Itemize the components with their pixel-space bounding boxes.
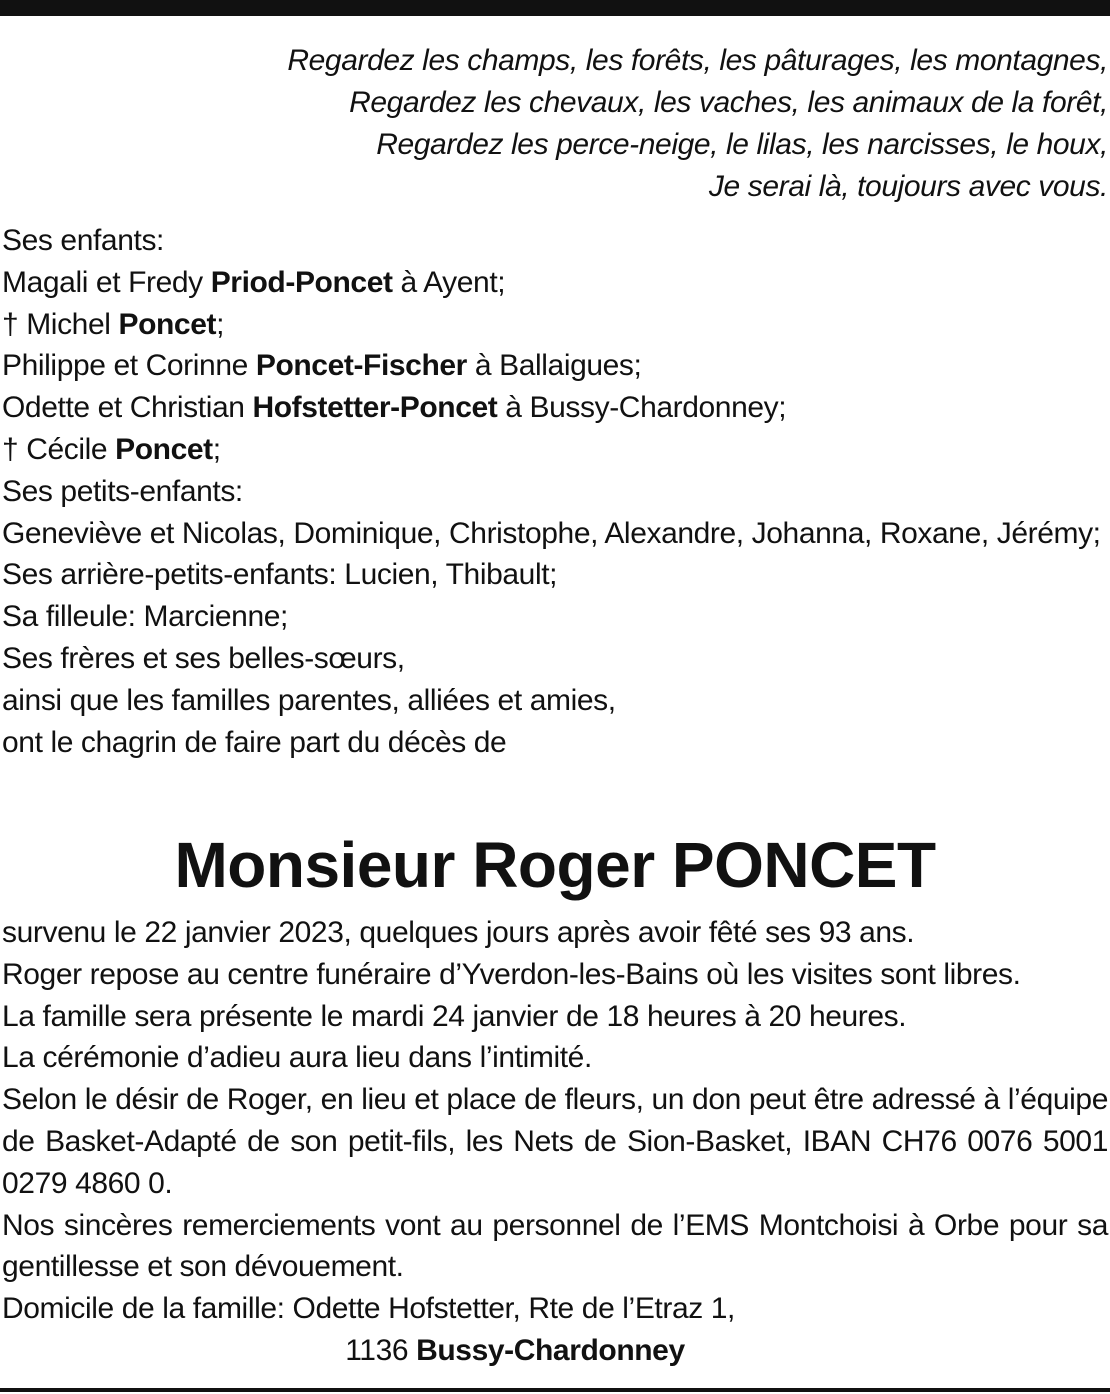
child-given-names: † Michel bbox=[2, 307, 119, 341]
top-rule bbox=[0, 0, 1110, 16]
city: Bussy-Chardonney bbox=[416, 1333, 685, 1367]
goddaughter: Sa filleule: Marcienne; bbox=[2, 600, 288, 634]
deceased-name: Monsieur Roger PONCET bbox=[174, 829, 936, 901]
child-place: à Ballaigues; bbox=[466, 349, 642, 383]
poem-line: Regardez les chevaux, les vaches, les animaux de la forêt, bbox=[349, 86, 1108, 119]
grandchildren-heading: Ses petits-enfants: bbox=[2, 474, 243, 508]
child-entry bbox=[2, 304, 1108, 346]
child-place: ; bbox=[216, 307, 225, 341]
bottom-rule bbox=[0, 1388, 1110, 1392]
family-city-line bbox=[2, 1330, 1108, 1372]
poem-line: Je serai là, toujours avec vous. bbox=[708, 170, 1108, 203]
family-list bbox=[2, 220, 1108, 763]
child-surname: Poncet bbox=[115, 432, 213, 466]
postcode: 1136 bbox=[345, 1333, 417, 1367]
child-entry bbox=[2, 429, 1108, 471]
child-given-names: Philippe et Corinne bbox=[2, 349, 256, 383]
poem bbox=[108, 40, 1108, 208]
funeral-home-line: Roger repose au centre funéraire d’Yverdon-les-Bains où les visites sont libres. bbox=[2, 957, 1021, 991]
child-entry bbox=[2, 387, 1108, 429]
visiting-hours-line: La famille sera présente le mardi 24 janvier de 18 heures à 20 heures. bbox=[2, 999, 907, 1033]
grandchildren-list: Geneviève et Nicolas, Dominique, Christophe, Alexandre, Johanna, Roxane, Jérémy; bbox=[2, 516, 1101, 550]
child-given-names: † Cécile bbox=[2, 432, 116, 466]
details bbox=[2, 912, 1108, 1372]
family-address: Domicile de la famille: Odette Hofstetter, Rte de l’Etraz 1, bbox=[2, 1292, 735, 1326]
announcement: ont le chagrin de faire part du décès de bbox=[2, 725, 507, 759]
ceremony-line: La cérémonie d’adieu aura lieu dans l’intimité. bbox=[2, 1041, 592, 1075]
child-entry bbox=[2, 262, 1108, 304]
child-place: ; bbox=[212, 432, 221, 466]
child-given-names: Magali et Fredy bbox=[2, 265, 211, 299]
thanks-paragraph: Nos sincères remerciements vont au personnel de l’EMS Montchoisi à Orbe pour sa gentillesse et son dévouement. bbox=[2, 1208, 1108, 1284]
death-date-line: survenu le 22 janvier 2023, quelques jours après avoir fêté ses 93 ans. bbox=[2, 916, 915, 949]
siblings: Ses frères et ses belles-sœurs, bbox=[2, 641, 405, 675]
relatives: ainsi que les familles parentes, alliées et amies, bbox=[2, 683, 616, 717]
child-surname: Priod-Poncet bbox=[210, 265, 393, 299]
child-place: à Bussy-Chardonney; bbox=[497, 391, 787, 425]
great-grandchildren: Ses arrière-petits-enfants: Lucien, Thibault; bbox=[2, 558, 558, 592]
child-place: à Ayent; bbox=[392, 265, 506, 299]
poem-line: Regardez les champs, les forêts, les pâturages, les montagnes, bbox=[287, 44, 1108, 77]
child-given-names: Odette et Christian bbox=[2, 391, 253, 425]
donation-paragraph: Selon le désir de Roger, en lieu et place de fleurs, un don peut être adressé à l’équipe de Basket-Adapté de son petit-fils, les Nets de Sion-Basket, IBAN CH76 0076 5001 0279 4860 0. bbox=[2, 1083, 1108, 1200]
children-heading: Ses enfants: bbox=[2, 224, 164, 257]
child-surname: Poncet-Fischer bbox=[255, 349, 467, 383]
poem-line: Regardez les perce-neige, le lilas, les narcisses, le houx, bbox=[376, 128, 1108, 161]
child-surname: Hofstetter-Poncet bbox=[252, 391, 498, 425]
child-entry bbox=[2, 345, 1108, 387]
child-surname: Poncet bbox=[118, 307, 217, 341]
